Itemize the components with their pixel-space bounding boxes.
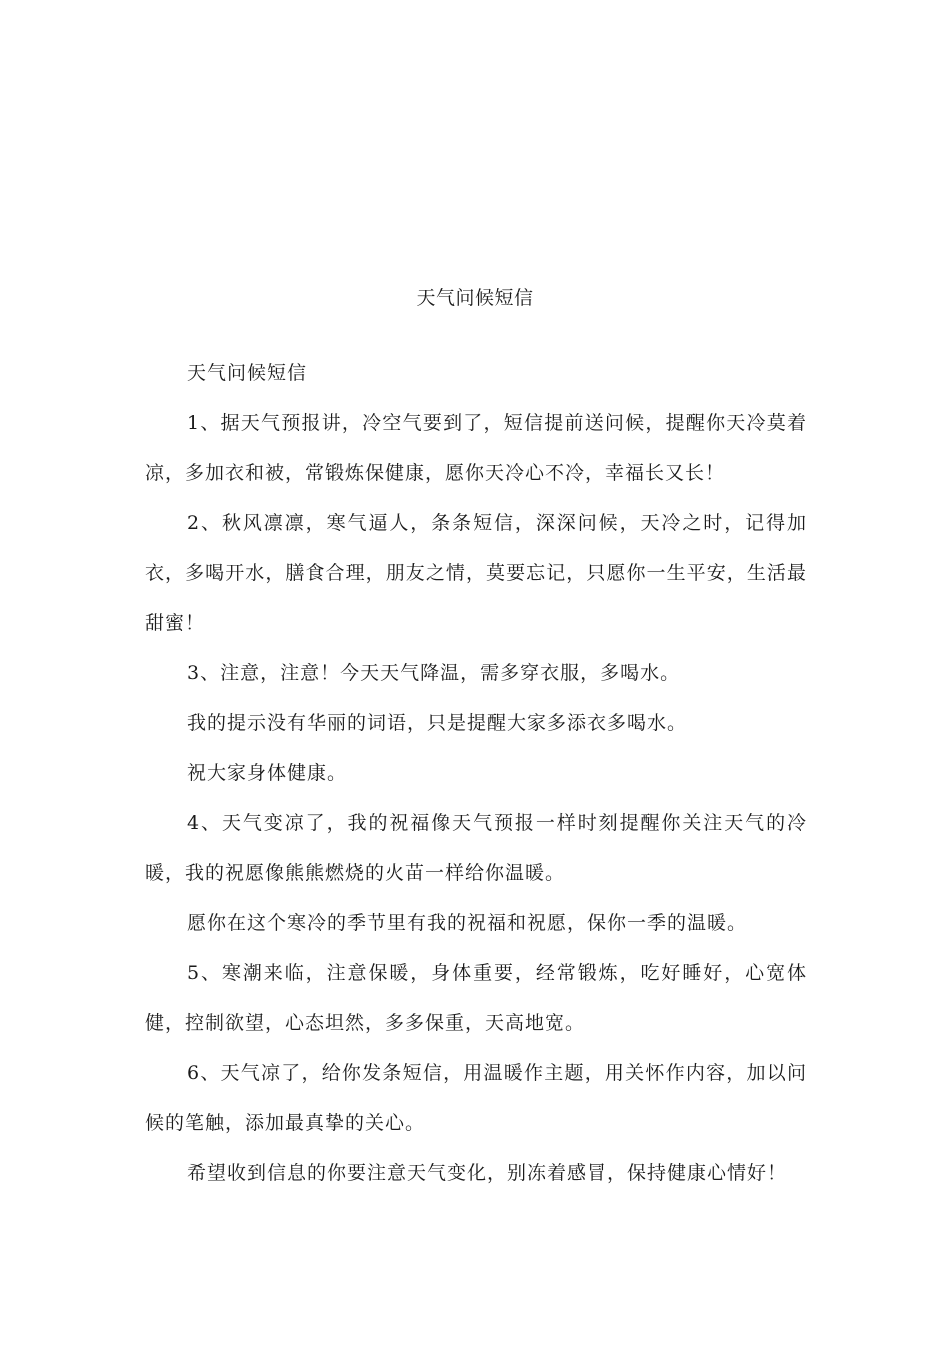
paragraph-item-6: 6、天气凉了，给你发条短信，用温暖作主题，用关怀作内容，加以问候的笔触，添加最真挚的关心。: [145, 1062, 807, 1134]
paragraph-item-1: 1、据天气预报讲，冷空气要到了，短信提前送问候，提醒你天冷莫着凉，多加衣和被，常锻炼保健康，愿你天冷心不冷，幸福长又长！: [145, 412, 807, 484]
paragraph-item-3: 3、注意，注意！今天天气降温，需多穿衣服，多喝水。: [187, 662, 681, 684]
paragraph-item-3-note: 我的提示没有华丽的词语，只是提醒大家多添衣多喝水。: [187, 712, 688, 734]
page-title: 天气问候短信: [416, 287, 534, 309]
paragraph-item-3-wish: 祝大家身体健康。: [187, 762, 348, 784]
paragraph-item-5: 5、寒潮来临，注意保暖，身体重要，经常锻炼，吃好睡好，心宽体健，控制欲望，心态坦然，多多保重，天高地宽。: [145, 962, 807, 1034]
paragraph-item-4-wish: 愿你在这个寒冷的季节里有我的祝福和祝愿，保你一季的温暖。: [187, 912, 748, 934]
paragraph-item-6-wish: 希望收到信息的你要注意天气变化，别冻着感冒，保持健康心情好！: [187, 1162, 788, 1184]
paragraph-item-2: 2、秋风凛凛，寒气逼人，条条短信，深深问候，天冷之时，记得加衣，多喝开水，膳食合理，朋友之情，莫要忘记，只愿你一生平安，生活最甜蜜！: [145, 512, 807, 634]
paragraph-subtitle: 天气问候短信: [187, 362, 308, 384]
document-body: [145, 348, 807, 1198]
paragraph-item-4: 4、天气变凉了，我的祝福像天气预报一样时刻提醒你关注天气的冷暖，我的祝愿像熊熊燃烧的火苗一样给你温暖。: [145, 812, 807, 884]
